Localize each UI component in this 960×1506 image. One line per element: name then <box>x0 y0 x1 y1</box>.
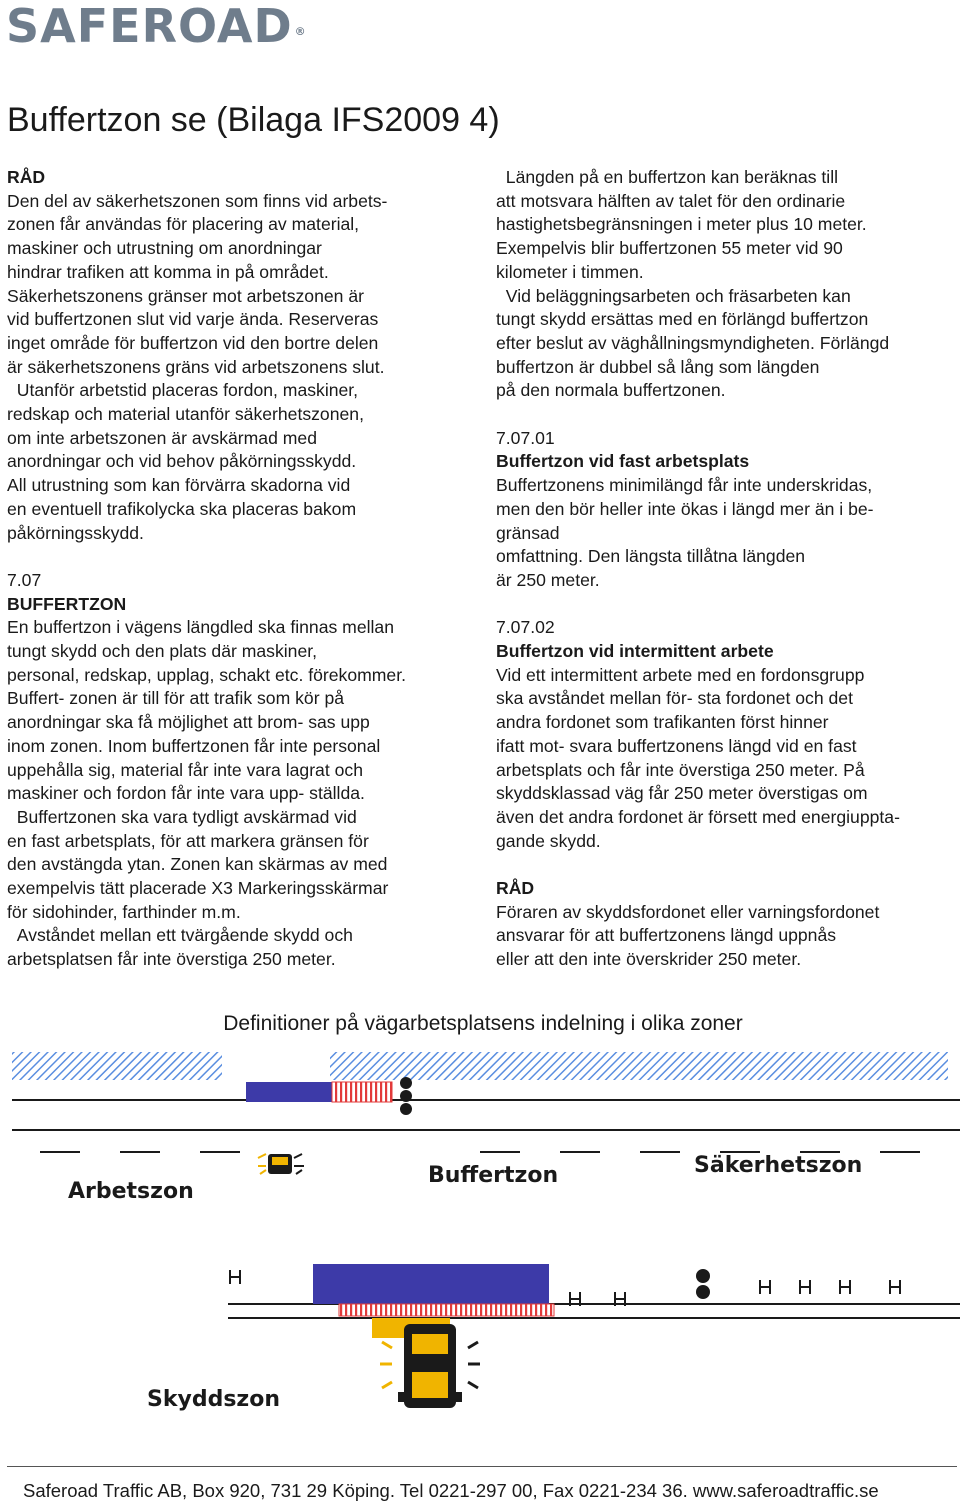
text-line: tungt skydd och den plats där maskiner, <box>7 641 318 662</box>
text-line: Exempelvis blir buffertzonen 55 meter vid 90 <box>496 238 843 259</box>
text-line: för sidohinder, farthinder m.m. <box>7 901 241 922</box>
text-line: En buffertzon i vägens längdled ska finnas mellan <box>7 617 394 638</box>
text-line: inom zonen. Inom buffertzonen får inte personal <box>7 735 381 756</box>
text-line: arbetsplatsen får inte överstiga 250 meter. <box>7 949 336 970</box>
text-line: Buffertzonen ska vara tydligt avskärmad vid <box>7 806 357 827</box>
text-line: Längden på en buffertzon kan beräknas till <box>496 167 839 187</box>
text-line: är 250 meter. <box>496 569 600 590</box>
saferoad-logo <box>6 0 307 52</box>
paragraph-gap <box>496 853 958 877</box>
text-line: maskiner och fordon får inte vara upp- ställda. <box>7 783 365 804</box>
text-line: vid buffertzonen slut vid varje ända. Reserveras <box>7 309 379 330</box>
text-line: omfattning. Den längsta tillåtna längden <box>496 546 806 567</box>
cone-markers <box>400 1077 412 1115</box>
cone-markers-bottom <box>696 1269 710 1299</box>
text-line: 7.07.02 <box>496 617 555 638</box>
text-line: ifatt mot- svara buffertzonens längd vid en fast <box>496 735 857 756</box>
page-title: Buffertzon se (Bilaga IFS2009 4) <box>7 101 500 139</box>
footer: Saferoad Traffic AB, Box 920, 731 29 Köping. Tel 0221-297 00, Fax 0221-234 36. www.saferoadtraffic.se <box>23 1480 879 1501</box>
text-line: buffertzon är dubbel så lång som längden <box>496 356 820 377</box>
left-column <box>7 166 477 972</box>
zone-diagram <box>0 1048 960 1458</box>
text-line: redskap och material utanför säkerhetszonen, <box>7 404 364 425</box>
text-line: en eventuell trafikolycka ska placeras bakom <box>7 498 357 519</box>
paragraph-gap <box>496 403 958 427</box>
text-line: gränsad <box>496 522 560 543</box>
buffer-zone-block <box>332 1082 392 1102</box>
protection-vehicle-top <box>258 1154 304 1174</box>
road-bottom <box>228 1264 960 1408</box>
protection-vehicle-bottom <box>372 1318 480 1408</box>
text-line: den avstängda ytan. Zonen kan skärmas av med <box>7 854 388 875</box>
text-line: Utanför arbetstid placeras fordon, maskiner, <box>7 380 359 401</box>
text-line: tungt skydd ersättas med en förlängd buffertzon <box>496 309 869 330</box>
text-line: andra fordonet som trafikanten först hinner <box>496 712 829 733</box>
paragraph-gap <box>496 593 958 617</box>
text-line: RÅD <box>496 878 535 899</box>
text-line: ansvarar för att buffertzonens längd uppnås <box>496 925 837 946</box>
hatch-left <box>12 1052 222 1080</box>
text-line: anordningar ska få möjlighet att brom- sas upp <box>7 712 370 733</box>
text-line: om inte arbetszonen är avskärmad med <box>7 427 317 448</box>
text-line: anordningar och vid behov påkörningsskydd. <box>7 451 357 472</box>
text-line: Vid ett intermittent arbete med en fordonsgrupp <box>496 664 865 685</box>
text-line: Buffert- zonen är till för att trafik som kör på <box>7 688 345 709</box>
text-line: hastighetsbegränsningen i meter plus 10 meter. <box>496 214 867 235</box>
text-line: efter beslut av väghållningsmyndigheten. Förlängd <box>496 332 890 353</box>
hatch-right <box>330 1052 948 1080</box>
text-line: Den del av säkerhetszonen som finns vid arbets- <box>7 190 388 211</box>
text-line: kilometer i timmen. <box>496 261 644 282</box>
text-line: Buffertzonens minimilängd får inte underskridas, <box>496 475 873 496</box>
logo-text: SAFEROAD <box>6 0 293 53</box>
text-line: maskiner och utrustning om anordningar <box>7 238 322 259</box>
text-line: Buffertzon vid fast arbetsplats <box>496 451 750 472</box>
text-line: zonen får användas för placering av material, <box>7 214 360 235</box>
text-line: arbetsplats och får inte överstiga 250 meter. På <box>496 759 865 780</box>
right-column <box>496 166 958 972</box>
text-line: ska avståndet mellan för- sta fordonet och det <box>496 688 853 709</box>
text-line: 7.07.01 <box>496 427 555 448</box>
footer-divider <box>7 1466 957 1467</box>
text-line: men den bör heller inte ökas i längd mer än i be- <box>496 498 874 519</box>
text-line: RÅD <box>7 167 46 187</box>
label-skyddszon: Skyddszon <box>147 1387 280 1412</box>
text-line: 7.07 <box>7 569 42 590</box>
text-line: uppehålla sig, material får inte vara lagrat och <box>7 759 363 780</box>
text-line: eller att den inte överskrider 250 meter. <box>496 949 802 970</box>
work-zone-block <box>246 1082 332 1102</box>
text-line: gande skydd. <box>496 830 601 851</box>
text-line: Avståndet mellan ett tvärgående skydd och <box>7 925 353 946</box>
text-line: All utrustning som kan förvärra skadorna vid <box>7 475 351 496</box>
label-arbetszon: Arbetszon <box>68 1179 194 1204</box>
text-line: Vid beläggningsarbeten och fräsarbeten kan <box>496 285 851 306</box>
text-line: påkörningsskydd. <box>7 522 144 543</box>
text-line: hindrar trafiken att komma in på området. <box>7 261 329 282</box>
text-line: skyddsklassad väg får 250 meter överstigas om <box>496 783 868 804</box>
label-sakerhetszon: Säkerhetszon <box>694 1153 863 1178</box>
text-line: personal, redskap, upplag, schakt etc. förekommer. <box>7 664 406 685</box>
work-zone-block-bottom <box>313 1264 549 1304</box>
paragraph-gap <box>7 545 477 569</box>
text-line: exempelvis tätt placerade X3 Markeringsskärmar <box>7 878 389 899</box>
label-buffertzon: Buffertzon <box>428 1163 559 1188</box>
text-line: även det andra fordonet är försett med energiuppta- <box>496 806 900 827</box>
figure-caption: Definitioner på vägarbetsplatsens indelning i olika zoner <box>223 1012 743 1035</box>
text-line: Föraren av skyddsfordonet eller varningsfordonet <box>496 901 880 922</box>
text-line: är säkerhetszonens gräns vid arbetszonens slut. <box>7 356 385 377</box>
text-line: en fast arbetsplats, för att markera gränsen för <box>7 830 369 851</box>
text-line: Buffertzon vid intermittent arbete <box>496 641 774 662</box>
buffer-zone-strip <box>339 1304 554 1316</box>
text-line: inget område för buffertzon vid den bortre delen <box>7 332 379 353</box>
text-line: på den normala buffertzonen. <box>496 380 726 401</box>
text-line: att motsvara hälften av talet för den ordinarie <box>496 190 846 211</box>
text-line: BUFFERTZON <box>7 593 127 614</box>
text-line: Säkerhetszonens gränser mot arbetszonen är <box>7 285 364 306</box>
registered-mark: ® <box>294 25 307 38</box>
